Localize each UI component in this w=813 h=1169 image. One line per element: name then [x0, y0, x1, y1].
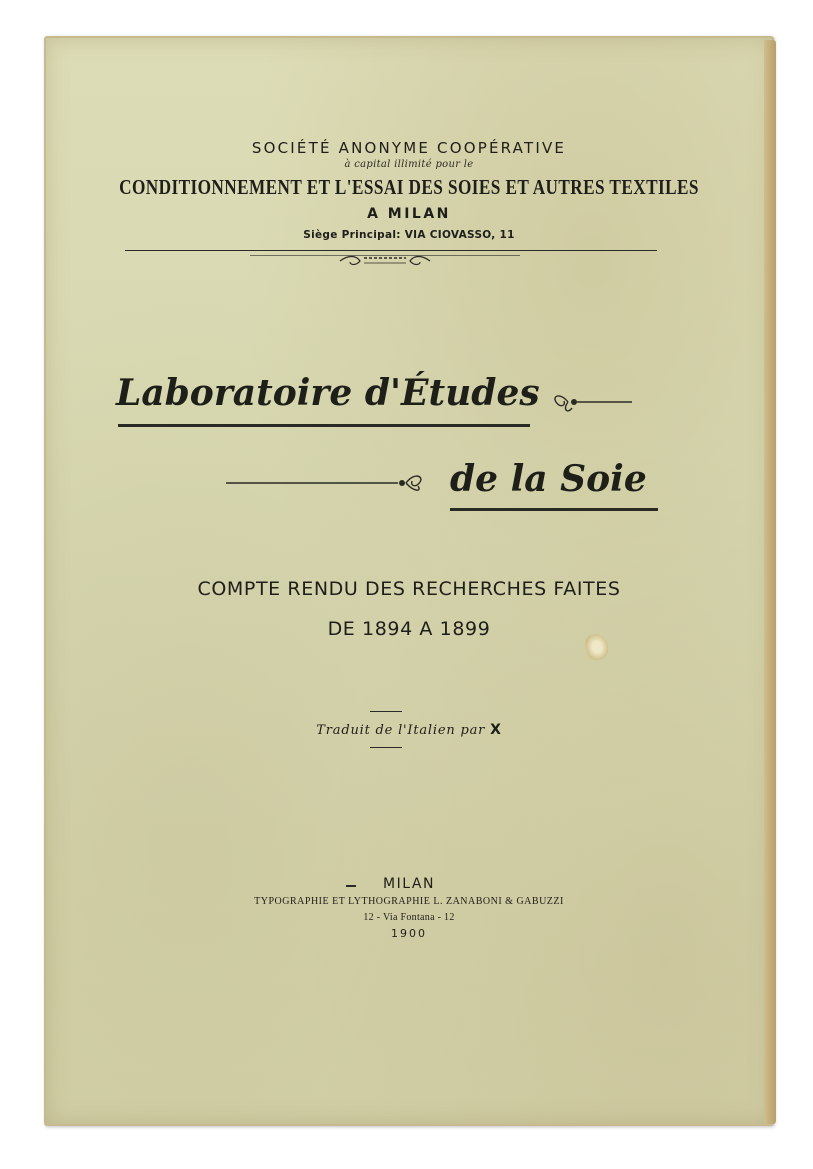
- translation-rule-bottom: [370, 747, 402, 748]
- title-flourish-left-ornament: [226, 468, 426, 498]
- title-underline-2: [450, 508, 658, 511]
- title-flourish-right-ornament: [550, 388, 634, 416]
- imprint-address: 12 - Via Fontana - 12: [363, 912, 455, 923]
- society-name: SOCIÉTÉ ANONYME COOPÉRATIVE: [251, 139, 567, 157]
- header-rule: [125, 250, 657, 251]
- company-city: A MILAN: [367, 206, 451, 222]
- translator-name: X: [490, 722, 502, 738]
- imprint-printer: TYPOGRAPHIE ET LYTHOGRAPHIE L. ZANABONI & GABUZZI: [254, 896, 564, 907]
- main-title-line-2: de la Soie: [450, 458, 647, 500]
- main-title-line-1: Laboratoire d'Études: [116, 372, 540, 414]
- imprint-city: MILAN: [383, 876, 435, 892]
- translation-note: [44, 722, 774, 738]
- headquarters-address: Siège Principal: VIA CIOVASSO, 11: [303, 229, 515, 241]
- report-subtitle: COMPTE RENDU DES RECHERCHES FAITES: [197, 578, 621, 600]
- capital-note: à capital illimité pour le: [344, 159, 474, 170]
- report-years: DE 1894 A 1899: [327, 618, 491, 640]
- translation-text: Traduit de l'Italien par: [316, 723, 486, 738]
- imprint-year: 1900: [391, 927, 427, 940]
- company-purpose: CONDITIONNEMENT ET L'ESSAI DES SOIES ET AUTRES TEXTILES: [119, 175, 699, 199]
- header-flourish-ornament: [330, 254, 440, 268]
- title-underline-1: [118, 424, 530, 427]
- translation-rule-top: [370, 711, 402, 712]
